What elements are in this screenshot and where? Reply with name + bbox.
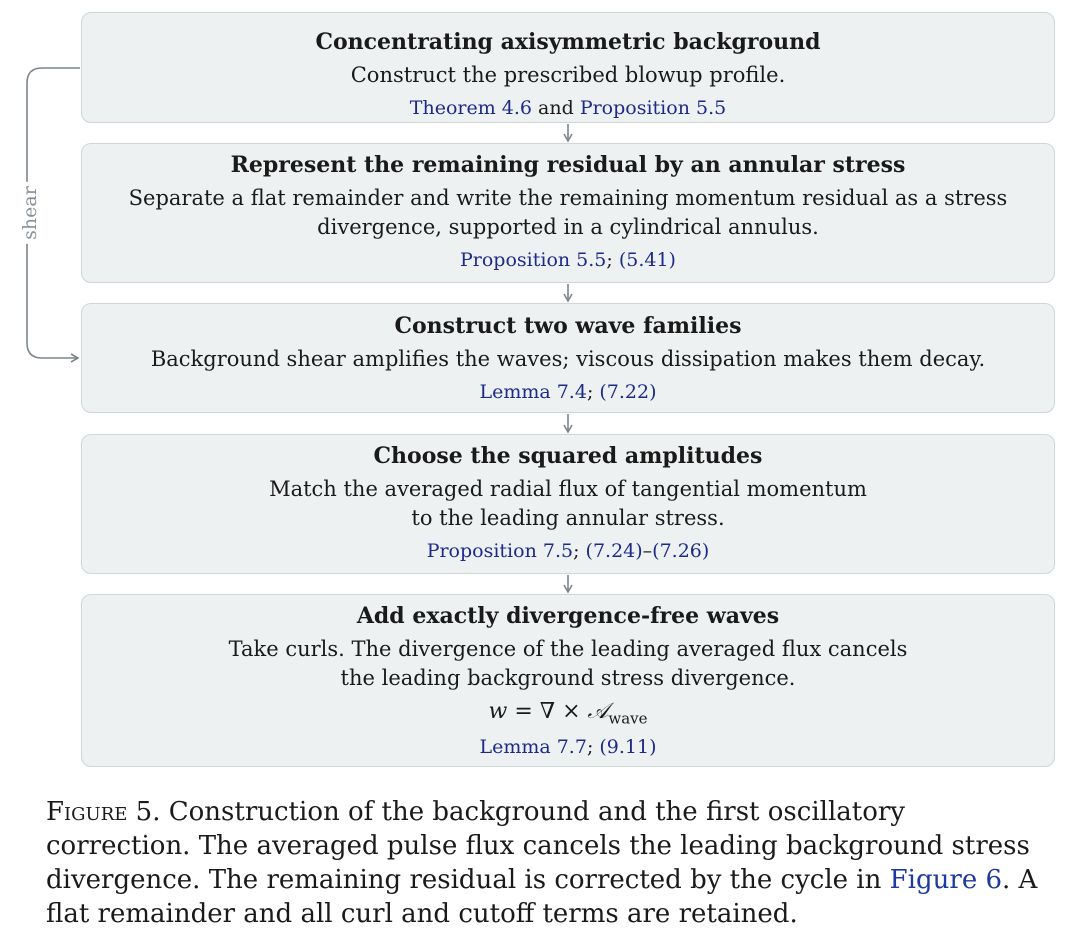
step-references [82,735,1054,759]
caption-text: Construction of the background and the first oscillatory correction. The averaged pulse flux cancels the leading background stress divergence. The remaining residual is corrected by the cycle in [46,797,1030,895]
ref-link-equation-start[interactable]: (7.24) [585,540,643,562]
ref-range-dash: – [642,540,653,562]
eq-symbol: 𝒜 [587,699,609,724]
ref-link-equation-end[interactable]: (7.26) [652,540,710,562]
step-references [82,248,1054,272]
ref-link-proposition[interactable]: Proposition 7.5 [426,540,574,562]
desc-line: divergence, supported in a cylindrical annulus. [317,215,819,239]
ref-separator: ; [573,540,586,562]
ref-link-equation[interactable]: (9.11) [599,736,657,759]
desc-line: the leading background stress divergence. [340,666,796,690]
step-description [82,184,1054,242]
ref-separator: and [532,97,580,119]
step-title: Construct two wave families [394,313,742,339]
desc-line: to the leading annular stress. [411,506,725,530]
step-box-wave-families [81,303,1055,413]
ref-link-equation[interactable]: (7.22) [599,381,657,403]
desc-line: Take curls. The divergence of the leading averaged flux cancels [228,637,908,661]
caption-text: . A flat remainder and all curl and cutoff terms are retained. [46,865,1038,929]
figure-caption [46,795,1046,931]
eq-lhs: w [488,699,508,724]
step-references [82,380,1054,404]
step-box-annular-stress [81,143,1055,283]
step-title: Choose the squared amplitudes [373,443,763,469]
shear-label: shear [19,182,41,244]
ref-link-proposition[interactable]: Proposition 5.5 [579,97,727,119]
step-box-background [81,12,1055,123]
step-title: Add exactly divergence-free waves [356,603,780,629]
step-box-divergence-free-waves [81,594,1055,767]
ref-link-theorem[interactable]: Theorem 4.6 [409,97,532,119]
eq-subscript: wave [608,709,648,728]
ref-link-lemma[interactable]: Lemma 7.7 [479,736,587,759]
caption-figure-link[interactable]: Figure 6 [889,865,1003,895]
step-references [82,96,1054,120]
caption-label: Figure 5. [46,797,161,827]
step-title: Represent the remaining residual by an annular stress [230,152,906,178]
ref-link-proposition[interactable]: Proposition 5.5 [460,249,607,271]
wave-equation [82,697,1054,733]
eq-operator: = ∇ × [507,699,588,724]
step-description [82,635,1054,693]
desc-line: Separate a flat remainder and write the remaining momentum residual as a stress [128,186,1008,210]
step-description: Background shear amplifies the waves; viscous dissipation makes them decay. [150,347,986,371]
ref-separator: ; [606,249,619,271]
ref-separator: ; [586,381,600,403]
step-description: Construct the prescribed blowup profile. [350,63,786,87]
ref-link-equation[interactable]: (5.41) [618,249,676,271]
desc-line: Match the averaged radial flux of tangential momentum [269,477,867,501]
step-box-squared-amplitudes [81,434,1055,574]
step-description [82,475,1054,533]
ref-link-lemma[interactable]: Lemma 7.4 [479,381,587,403]
step-references [82,539,1054,563]
ref-separator: ; [586,736,600,759]
step-title: Concentrating axisymmetric background [315,29,821,55]
